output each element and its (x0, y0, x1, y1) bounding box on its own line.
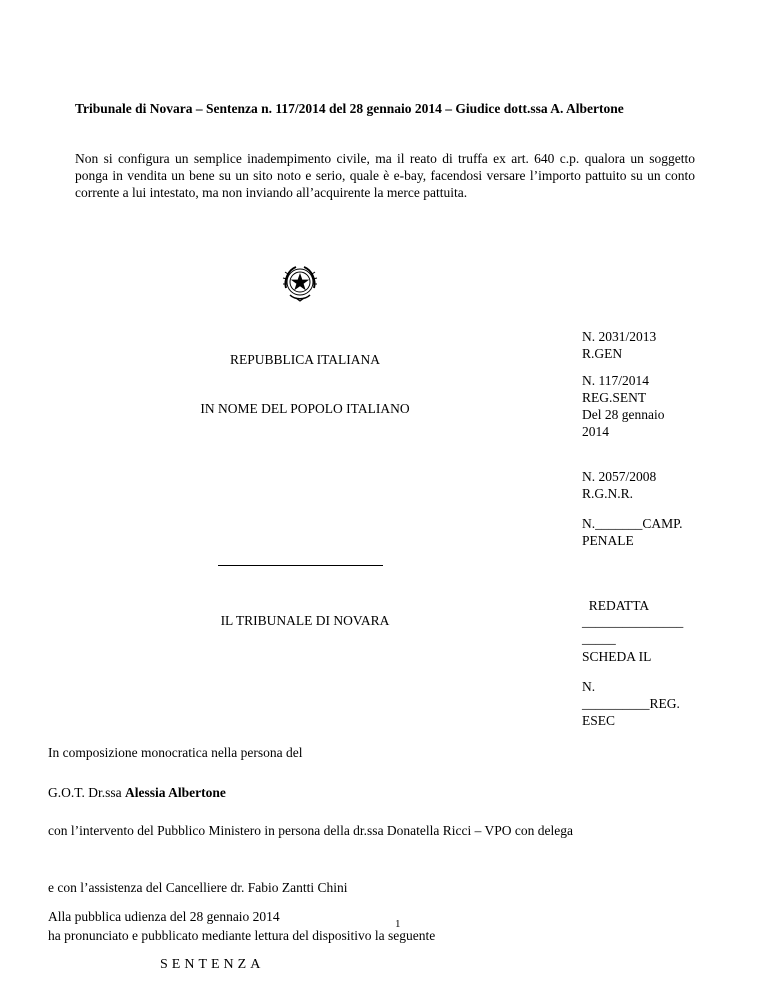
esec-label: ESEC (582, 713, 616, 728)
document-title: Tribunale di Novara – Sentenza n. 117/2014 del 28 gennaio 2014 – Giudice dott.ssa A. Albertone (75, 101, 624, 116)
emblem-of-italy-icon (280, 262, 320, 304)
hearing-line: Alla pubblica udienza del 28 gennaio 2014 (48, 909, 280, 924)
clerk-line: e con l’assistenza del Cancelliere dr. Fabio Zantti Chini (48, 880, 348, 895)
rgnr-block (582, 468, 722, 502)
rgen-label: R.GEN (582, 346, 623, 361)
rgnr-label: R.G.N.R. (582, 486, 634, 501)
esec-number: __________REG. (582, 696, 680, 711)
rgen-block (582, 328, 722, 362)
sentence-number: N. 117/2014 (582, 373, 649, 388)
esec-prefix: N. (582, 679, 596, 694)
blank-date-block (582, 613, 722, 647)
sentence-date: Del 28 gennaio (582, 407, 665, 422)
rgnr-number: N. 2057/2008 (582, 469, 657, 484)
sentence-year: 2014 (582, 424, 609, 439)
sentence-block (582, 372, 722, 440)
pronounced-line: ha pronunciato e pubblicato mediante lettura del dispositivo la seguente (48, 928, 436, 943)
camp-block (582, 515, 722, 549)
document-summary: Non si configura un semplice inadempimento civile, ma il reato di truffa ex art. 640 c.p. qualora un soggetto ponga in vendita un bene su un sito noto e serio, quale è e-bay, facendosi versare l’importo pattuito su un conto corrente a lui intestato, ma non inviando all’acquirente la merce pattuita. (75, 151, 695, 200)
court-heading: IL TRIBUNALE DI NOVARA (220, 613, 390, 628)
rgen-number: N. 2031/2013 (582, 329, 657, 344)
republic-heading: REPUBBLICA ITALIANA (229, 352, 381, 367)
camp-label: PENALE (582, 533, 634, 548)
page-number: 1 (395, 918, 401, 930)
blank-date-line-1: _______________ (582, 614, 684, 629)
sentence-register: REG.SENT (582, 390, 647, 405)
camp-number: N._______CAMP. (582, 516, 683, 531)
blank-date-line-2: _____ (582, 631, 616, 646)
scheda-label: SCHEDA IL (582, 649, 652, 664)
judge-name: Alessia Albertone (125, 785, 226, 800)
separator-line (218, 565, 383, 566)
scheda-redatta: REDATTA (582, 598, 650, 613)
prosecutor-line: con l’intervento del Pubblico Ministero in persona della dr.ssa Donatella Ricci – VPO con delega (48, 823, 574, 838)
composition-line: In composizione monocratica nella persona del (48, 745, 303, 760)
sentenza-heading: SENTENZA (160, 957, 265, 972)
people-heading: IN NOME DEL POPOLO ITALIANO (200, 401, 410, 416)
judge-line (48, 784, 226, 801)
esec-block (582, 678, 722, 729)
judge-prefix: G.O.T. Dr.ssa (48, 785, 125, 800)
